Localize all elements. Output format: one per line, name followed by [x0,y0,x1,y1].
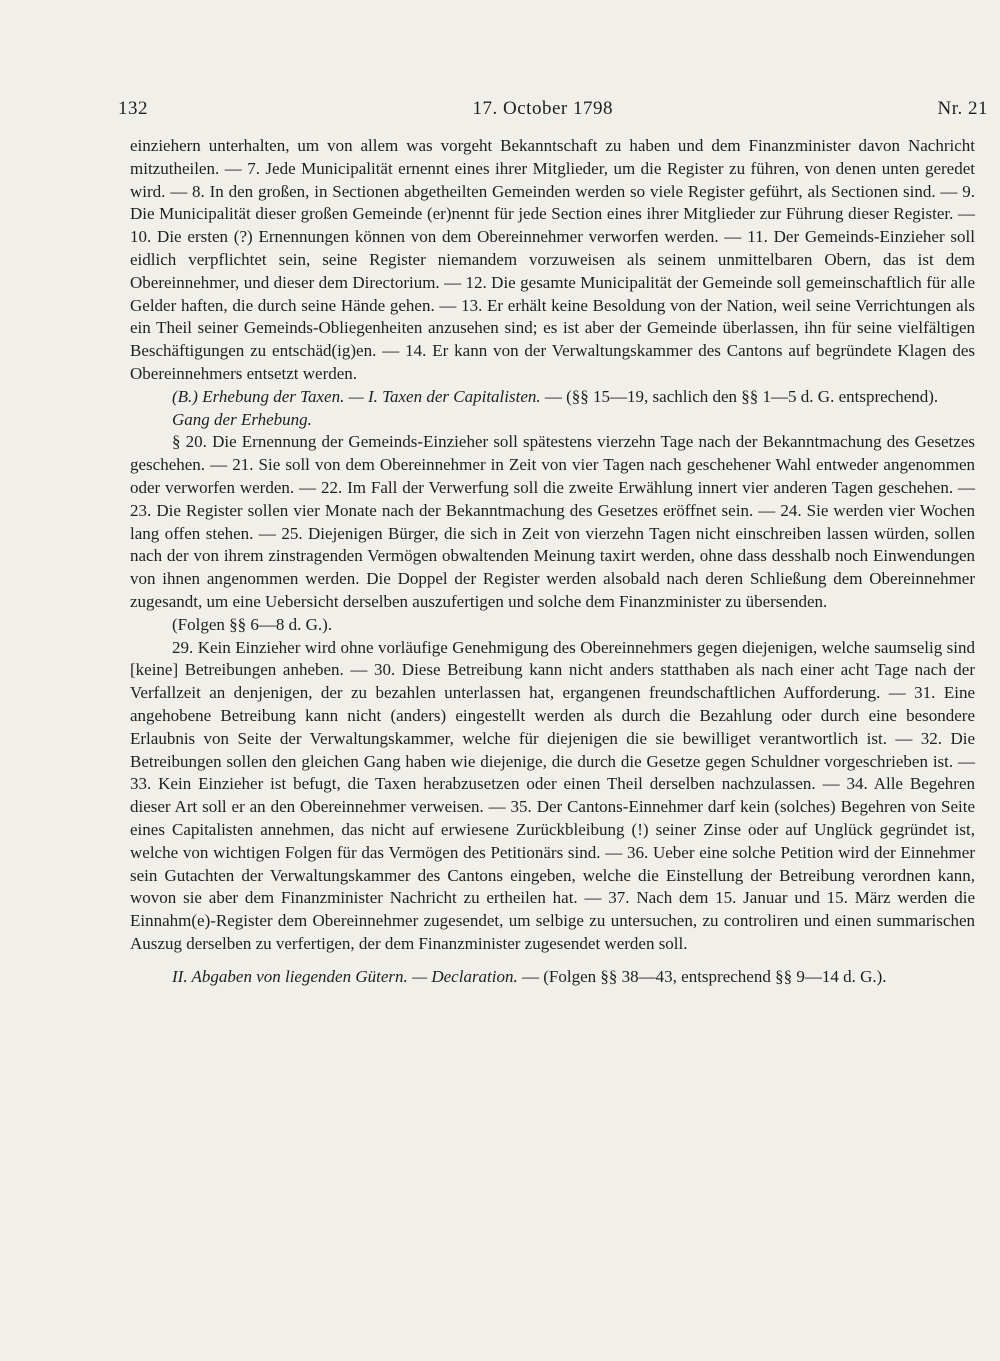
issue-date: 17. October 1798 [472,98,613,119]
section-b-reference: — (§§ 15—19, sachlich den §§ 1—5 d. G. entsprechend). [540,386,939,406]
issue-number: Nr. 21 [937,98,988,119]
section-ii-heading: II. Abgaben von liegenden Gütern. — Declaration. [172,966,518,986]
page-number: 132 [118,98,148,119]
paragraph-5: (Folgen §§ 6—8 d. G.). [172,614,333,634]
body-text [130,135,975,988]
paragraph-2 [130,386,975,409]
section-ii-reference: — (Folgen §§ 38—43, entsprechend §§ 9—14 d. G.). [517,966,887,986]
subheading-gang: Gang der Erhebung. [172,409,312,429]
paragraph-1: einziehern unterhalten, um von allem was vorgeht Bekanntschaft zu haben und dem Finanzminister davon Nachricht mitzutheilen. — 7. Jede Municipalität ernennt eines ihrer Mitglieder, um die Register zu führen, von denen unten geredet wird. — 8. In den großen, in Sectionen abgetheilten Gemeinden werden so viele Register geführt, als Sectionen sind. — 9. Die Municipalität dieser großen Gemeinde (er)nennt für jede Section eines ihrer Mitglieder zur Führung dieser Register. — 10. Die ersten (?) Ernennungen können von dem Obereinnehmer verworfen werden. — 11. Der Gemeinds-Einzieher soll eidlich verpflichtet sein, seine Register niemandem vorzuweisen als seinem unmittelbaren Obern, das ist dem Obereinnehmer, und dieser dem Directorium. — 12. Die gesamte Municipalität der Gemeinde soll gemeinschaftlich für alle Gelder haften, die durch seine Hände gehen. — 13. Er erhält keine Besoldung von der Nation, weil seine Verrichtungen als ein Theil seiner Gemeinds-Obliegenheiten anzusehen sind; es ist aber der Gemeinde überlassen, ihn für seine vielfältigen Beschäftigungen zu entschäd(ig)en. — 14. Er kann von der Verwaltungskammer des Cantons auf begründete Klagen des Obereinnehmers entsetzt werden. [130,136,975,383]
section-b-heading: (B.) Erhebung der Taxen. — I. Taxen der Capitalisten. [172,386,541,406]
paragraph-4: § 20. Die Ernennung der Gemeinds-Einzieher soll spätestens vierzehn Tage nach der Bekanntmachung des Gesetzes geschehen. — 21. Sie soll von dem Obereinnehmer in Zeit von vier Tagen nach geschehener Wahl entweder angenommen oder verworfen werden. — 22. Im Fall der Verwerfung soll die zweite Erwählung innert vier anderen Tagen geschehen. — 23. Die Register sollen vier Monate nach der Bekanntmachung des Gesetzes eröffnet sein. — 24. Sie werden vier Wochen lang offen stehen. — 25. Diejenigen Bürger, die sich in Zeit von vierzehn Tagen nicht einschreiben lassen würden, sollen nach der von ihrem zinstragenden Vermögen obwaltenden Meinung taxirt werden, ohne dass desshalb noch Einwendungen von ihnen angenommen werden. Die Doppel der Register werden alsobald nach deren Schließung dem Obereinnehmer zugesandt, um eine Uebersicht derselben auszufertigen und solche dem Finanzminister zu übersenden. [130,432,975,611]
paragraph-6: 29. Kein Einzieher wird ohne vorläufige Genehmigung des Obereinnehmers gegen diejenigen, welche saumselig sind [keine] Betreibungen anheben. — 30. Diese Betreibung kann nicht anders statthaben als nach einer acht Tage nach der Verfallzeit an denjenigen, der zu bezahlen unterlassen hat, ergangenen freundschaftlichen Aufforderung. — 31. Eine angehobene Betreibung kann nicht (anders) eingestellt werden als durch die Bezahlung oder durch eine besondere Erlaubnis von Seite der Verwaltungskammer, welche für diejenigen die sie bewilliget verantwortlich ist. — 32. Die Betreibungen sollen den gleichen Gang haben wie diejenige, die durch die Gesetze gegen Schuldner vorgeschrieben ist. — 33. Kein Einzieher ist befugt, die Taxen herabzusetzen oder einen Theil derselben nachzulassen. — 34. Alle Begehren dieser Art soll er an den Obereinnehmer verweisen. — 35. Der Cantons-Einnehmer darf kein (solches) Begehren von Seite eines Capitalisten annehmen, das nicht auf erwiesene Zurückbleibung (!) seiner Zinse oder auf Unglück gegründet ist, welche von wichtigen Folgen für das Vermögen des Petitionärs sind. — 36. Ueber eine solche Petition wird der Einnehmer sein Gutachten der Verwaltungskammer des Cantons eingeben, welche die Einstellung der Betreibung verordnen kann, wovon sie aber dem Finanzminister Nachricht zu ertheilen hat. — 37. Nach dem 15. Januar und 15. März werden die Einnahm(e)-Register dem Obereinnehmer zugesendet, um selbige zu untersuchen, zu controliren und einen summarischen Auszug derselben zu verfertigen, der dem Finanzminister zugesendet werden soll. [130,637,975,953]
paragraph-7 [130,966,975,989]
page-header [118,98,988,120]
